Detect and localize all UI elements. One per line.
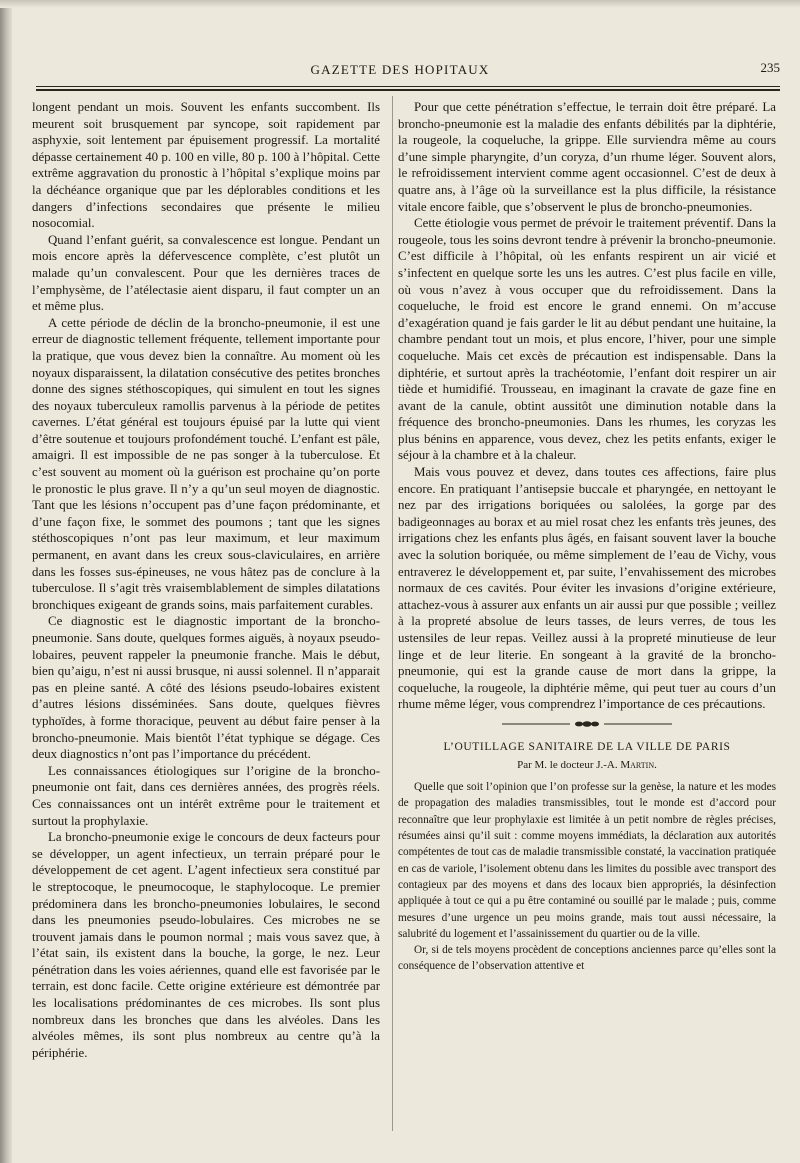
- page-number: 235: [760, 60, 780, 75]
- page-header: [20, 60, 780, 82]
- paragraph: Pour que cette pénétration s’effectue, le terrain doit être préparé. La broncho-pneumonie est la maladie des enfants débilités par la diphtérie, la rougeole, la coqueluche, la grippe. Elle surviendra même au cours d’une simple pharyngite, d’un coryza, d’un rhume léger. Souvent alors, le refroidissement intervient comme agent occasionnel. C’est de deux à quatre ans, à l’âge où la surveillance est la plus difficile, la résistance vitale encore faible, que s’observent le plus de broncho-pneumonies.: [398, 100, 776, 214]
- left-column: [32, 99, 380, 1061]
- paragraph: Or, si de tels moyens procèdent de conceptions anciennes parce qu’elles sont la conséquence de l’observation attentive et: [398, 944, 776, 973]
- paragraph: Quelle que soit l’opinion que l’on professe sur la genèse, la nature et les modes de propagation des maladies transmissibles, tout le monde est d’accord pour reconnaître que leur prophylaxie est limitée à un petit nombre de règles précises, résumées ainsi qu’il suit : comme moyens immédiats, la déclaration aux autorités compétentes de tout cas de maladie transmissible constaté, la vaccination pratiquée en cas de variole, l’isolement obtenu dans les limites du possible avec transport des contagieux par des moyens et dans des locaux bien appropriés, la désinfection appliquée à tout ce qui a pu être contaminé ou souillé par le malade ; puis, comme mesures d’une urgence un peu moins grande, mais tout aussi nécessaire, la salubrité du logement et l’assainissement du quartier ou de la ville.: [398, 781, 776, 940]
- article-byline: [398, 757, 776, 774]
- paragraph: Mais vous pouvez et devez, dans toutes ces affections, faire plus encore. En pratiquant l’antisepsie buccale et pharyngée, en nettoyant le nez par des irrigations boriquées ou salolées, la gorge par des badigeonnages au borax et au miel rosat chez les enfants très jeunes, des irrigations chez les enfants plus âgés, en faisant souvent laver la bouche avec la solution boriquée, ou même simplement de l’eau de Vichy, vous entraverez le développement et, par suite, l’envahissement des microbes normaux de ces cavités. Pour éviter les invasions d’origine extérieure, attachez-vous à assurer aux enfants un air aussi pur que possible ; veillez à la propreté absolue de leurs tasses, de leurs verres, de tous les ustensiles de leur repas. Veillez aussi à la propreté minutieuse de leur linge et de leur literie. En songeant à la gravité de la broncho-pneumonie, qui est la grande cause de mort dans la grippe, la coqueluche, la rougeole, la diphtérie même, qui peut tuer au cours d’un rhume même léger, vous comprendrez l’importance de ces précautions.: [398, 465, 776, 712]
- right-column: [398, 99, 776, 975]
- paragraph: Quand l’enfant guérit, sa convalescence est longue. Pendant un mois encore après la défervescence complète, c’est plutôt un malade qu’un convalescent. Pour que les dernières traces de l’emphysème, de l’atélectasie aient disparu, il faut compter un an et même plus.: [32, 232, 380, 314]
- article-title: L’OUTILLAGE SANITAIRE DE LA VILLE DE PARIS: [443, 740, 731, 753]
- paragraph: longent pendant un mois. Souvent les enfants succombent. Ils meurent soit brusquement par syncope, soit rapidement par asphyxie, soit lentement par épuisement progressif. La mortalité dépasse certainement 40 p. 100 en ville, 80 p. 100 à l’hôpital. Cette extrême aggravation du pronostic à l’hôpital s’explique moins par la déchéance organique que par les déplorables conditions et les dangers d’infections secondaires que présente le milieu nosocomial.: [32, 100, 380, 231]
- section-ornament: [502, 719, 672, 729]
- paragraph: Cette étiologie vous permet de prévoir le traitement préventif. Dans la rougeole, tous les soins devront tendre à prévenir la broncho-pneumonie. C’est difficile à l’hôpital, où les enfants respirent un air vicié et s’infectent en quelque sorte les uns les autres. C’est plus facile en ville, où vous n’avez à vous occuper que du refroidissement. Dans la coqueluche, le froid est encore le grand ennemi. On m’accuse d’exagération quand je fais garder le lit au début pendant une huitaine, la chambre pendant tout un mois, et plus encore, l’hiver, pour une simple coqueluche. Mais cet excès de précaution est indispensable. Dans la diphtérie, et surtout après la trachéotomie, l’enfant doit respirer un air tiède et humidifié. Trousseau, en imaginant la cravate de gaze fine en avant de la canule, obtint aussitôt une diminution notable dans la fréquence des broncho-pneumonies. Dans les rhumes, les coryzas les plus bénins en apparence, vous devez, chez les petits enfants, exiger le séjour à la chambre et à la chaleur.: [398, 216, 776, 463]
- byline-author: Martin.: [620, 758, 657, 771]
- paragraph: La broncho-pneumonie exige le concours de deux facteurs pour se développer, un agent infectieux, un terrain préparé pour le développement de cet agent. L’agent infectieux sera constitué par le streptocoque, le pneumocoque, le staphylocoque. Le premier prédominera dans les broncho-pneumonies lobulaires, le second dans les pneumonies pseudo-lobulaires. Ces microbes ne se trouvent jamais dans le poumon normal ; mais vous savez que, à l’état sain, ils existent dans la bouche, la gorge, le nez. Leur pénétration dans les voies aériennes, quand elle est favorisée par le terrain, est donc facile. Cette origine extérieure est démontrée par les localisations prédominantes de ces microbes. Ils sont plus nombreux dans les bronches que dans les alvéoles. Dans les alvéoles mêmes, ils sont plus nombreux au centre qu’à la périphérie.: [32, 830, 380, 1060]
- column-separator: [392, 96, 393, 1131]
- header-rule-thick: [36, 89, 780, 91]
- binding-shadow: [0, 0, 12, 1163]
- paragraph: A cette période de déclin de la broncho-pneumonie, il est une erreur de diagnostic tellement fréquente, tellement importante pour la pratique, que vous devez bien la connaître. Au moment où les noyaux disparaissent, la dilatation consécutive des petites bronches donne des signes stéthoscopiques, qui simulent en tout les signes des noyaux tuberculeux ramollis parvenus à la période de petites cavernes. L’état général est toujours épuisé par la lutte qui vient d’être soutenue et toujours profondément touché. L’enfant est pâle, amaigri. Il est impossible de ne pas songer à la tuberculose. Et c’est souvent au moment où la guérison est prochaine qu’on porte le pronostic le plus grave. Il n’y a qu’un seul moyen de diagnostic. Tant que les lésions n’occupent pas d’une façon prédominante, et d’une façon fixe, le sommet des poumons ; tant que les signes stéthoscopiques n’ont pas leur maximum, et leur maximum permanent, en avant dans les creux sous-claviculaires, en arrière dans les fosses sus-épineuses, ne vous hâtez pas de conclure à la tuberculose. Il s’agit très vraisemblablement de simples dilatations bronchiques exigeant de grands soins, mais parfaitement curables.: [32, 315, 380, 612]
- byline-prefix: Par M. le docteur J.-A.: [517, 758, 618, 771]
- header-rule-thin: [36, 86, 780, 87]
- article-body: [398, 779, 776, 975]
- page-edge-shadow: [0, 0, 800, 8]
- running-title: GAZETTE DES HOPITAUX: [310, 62, 490, 77]
- paragraph: Ce diagnostic est le diagnostic important de la broncho-pneumonie. Sans doute, quelques formes aiguës, à noyaux pseudo-lobaires, peuvent rappeler la pneumonie franche. Mais le début, bien qu’aigu, n’est ni aussi brusque, ni aussi solennel. Il n’apparait pas en pleine santé. A côté des lésions pseudo-lobaires existent d’autres lésions disséminées. Sans doute, quelques fièvres typhoïdes, à forme thoracique, peuvent au début faire penser à la broncho-pneumonie. Mais bientôt l’état typhique se dégage. Ces deux diagnostics n’ont pas l’importance du précédent.: [32, 614, 380, 762]
- paragraph: Les connaissances étiologiques sur l’origine de la broncho-pneumonie ont fait, dans ces dernières années, des progrès réels. Ces connaissances ont un intérêt extrême pour le traitement et surtout la prophylaxie.: [32, 763, 380, 828]
